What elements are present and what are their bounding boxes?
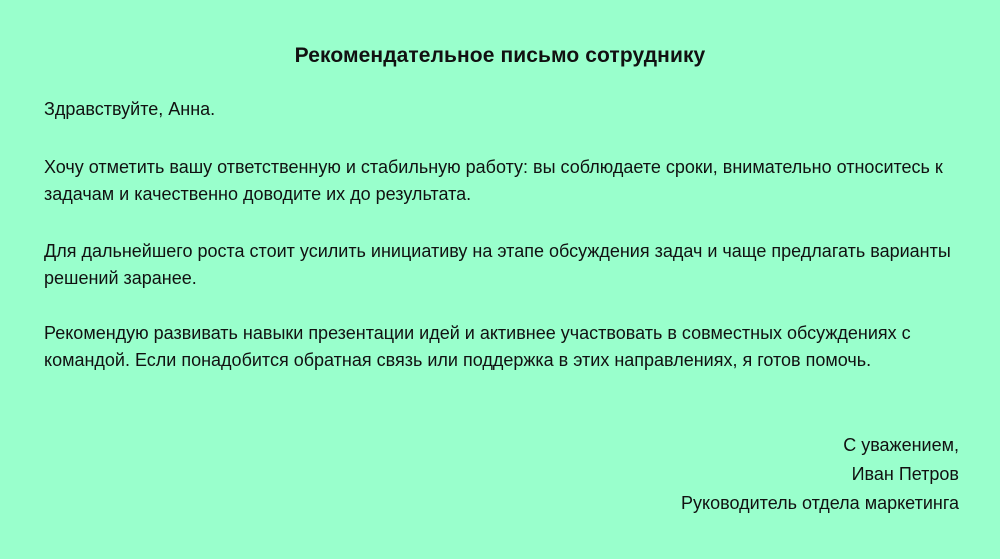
greeting-text: Здравствуйте, Анна. xyxy=(44,99,216,119)
closing-line: С уважением, xyxy=(843,435,959,455)
letter-title: Рекомендательное письмо сотруднику xyxy=(294,44,706,67)
signer-name: Иван Петров xyxy=(851,464,959,484)
signer-position: Руководитель отдела маркетинга xyxy=(681,493,959,513)
paragraph-growth: Для дальнейшего роста стоит усилить инициативу на этапе обсуждения задач и чаще предлагать варианты решений заранее. xyxy=(44,241,951,288)
paragraph-recommendation: Рекомендую развивать навыки презентации идей и активнее участвовать в совместных обсуждениях с командой. Если понадобится обратная связь или поддержка в этих направлениях, я готов помочь. xyxy=(44,323,911,370)
signature-block xyxy=(681,431,959,518)
paragraph-performance: Хочу отметить вашу ответственную и стабильную работу: вы соблюдаете сроки, внимательно относитесь к задачам и качественно доводите их до результата. xyxy=(44,157,943,204)
